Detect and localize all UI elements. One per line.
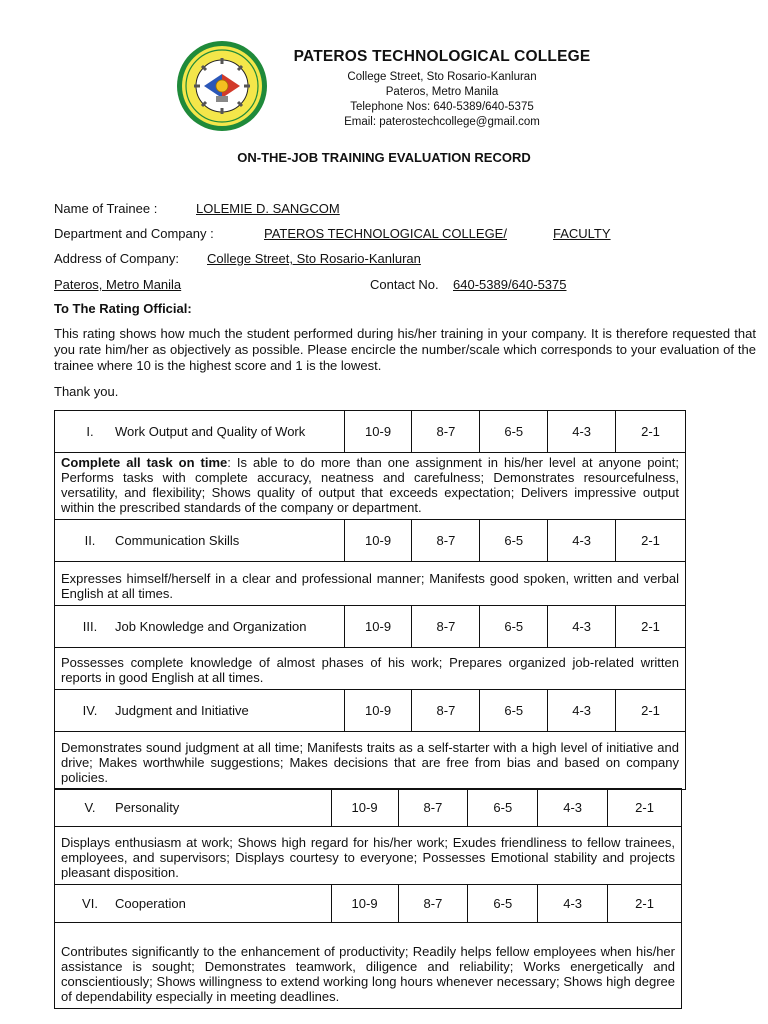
email: Email: paterostechcollege@gmail.com bbox=[344, 116, 540, 128]
scale-option[interactable]: 2-1 bbox=[616, 606, 686, 648]
criteria-table-1 bbox=[54, 410, 686, 790]
scale-option[interactable]: 10-9 bbox=[344, 411, 412, 453]
criterion-description-row bbox=[55, 732, 686, 790]
criterion-description: Contributes significantly to the enhancement of productivity; Readily helps fellow employees when his/her assistance is sought; Demonstrates teamwork, diligence and reliability; Works energetically and conscientiously; Shows willingness to extend working long hours whenever necessary; Shows high degree of dependability especially in meeting deadlines. bbox=[55, 923, 682, 1009]
form-title: ON-THE-JOB TRAINING EVALUATION RECORD bbox=[237, 150, 531, 165]
scale-option[interactable]: 4-3 bbox=[548, 690, 616, 732]
scale-option[interactable]: 4-3 bbox=[548, 606, 616, 648]
scale-option[interactable]: 8-7 bbox=[412, 690, 480, 732]
criterion-label: IV. Judgment and Initiative bbox=[55, 690, 345, 732]
contact-label: Contact No. bbox=[370, 277, 439, 292]
criterion-description: Demonstrates sound judgment at all time; Manifests traits as a self-starter with a high level of initiative and drive; Makes worthwhile suggestions; Makes decisions that are free from bias and based on company policies. bbox=[55, 732, 686, 790]
rating-heading: To The Rating Official: bbox=[54, 301, 192, 316]
scale-option[interactable]: 10-9 bbox=[331, 885, 398, 923]
scale-option[interactable]: 4-3 bbox=[538, 885, 608, 923]
criterion-description-row bbox=[55, 923, 682, 1009]
criterion-label: III. Job Knowledge and Organization bbox=[55, 606, 345, 648]
scale-option[interactable]: 2-1 bbox=[616, 520, 686, 562]
criteria-table-2 bbox=[54, 788, 682, 1009]
criterion-label: VI. Cooperation bbox=[55, 885, 332, 923]
criterion-label: I. Work Output and Quality of Work bbox=[55, 411, 345, 453]
criterion-description-row bbox=[55, 827, 682, 885]
criterion-header-row bbox=[55, 520, 686, 562]
scale-option[interactable]: 4-3 bbox=[538, 789, 608, 827]
scale-option[interactable]: 6-5 bbox=[468, 789, 538, 827]
company-address-value: College Street, Sto Rosario-Kanluran bbox=[207, 251, 421, 266]
criterion-description: Expresses himself/herself in a clear and professional manner; Manifests good spoken, written and verbal English at all times. bbox=[55, 562, 686, 606]
address-line-1: College Street, Sto Rosario-Kanluran bbox=[347, 71, 537, 83]
scale-option[interactable]: 6-5 bbox=[480, 520, 548, 562]
scale-option[interactable]: 8-7 bbox=[398, 885, 468, 923]
criterion-label: V. Personality bbox=[55, 789, 332, 827]
criterion-description: Complete all task on time: Is able to do more than one assignment in his/her level at anyone point; Performs tasks with complete accuracy, neatness and carefulness; Demonstrates resourcefulness, versatility, and flexibility; Shows quality of output that exceeds expectation; Delivers impressive output within the prescribed standards of the company or department. bbox=[55, 453, 686, 520]
scale-option[interactable]: 8-7 bbox=[398, 789, 468, 827]
criterion-description: Displays enthusiasm at work; Shows high regard for his/her work; Exudes friendliness to fellow trainees, employees, and supervisors; Displays courtesy to everyone; Possesses Emotional stability and projects pleasant disposition. bbox=[55, 827, 682, 885]
criterion-header-row bbox=[55, 606, 686, 648]
scale-option[interactable]: 2-1 bbox=[608, 789, 682, 827]
scale-option[interactable]: 6-5 bbox=[480, 690, 548, 732]
letterhead bbox=[272, 48, 612, 130]
criterion-header-row bbox=[55, 690, 686, 732]
scale-option[interactable]: 2-1 bbox=[616, 411, 686, 453]
thank-you: Thank you. bbox=[54, 384, 119, 399]
department-value: PATEROS TECHNOLOGICAL COLLEGE/ bbox=[264, 226, 507, 241]
company-address-label: Address of Company: bbox=[54, 251, 180, 266]
scale-option[interactable]: 6-5 bbox=[480, 606, 548, 648]
trainee-name-label: Name of Trainee : bbox=[54, 201, 158, 216]
criterion-description-row bbox=[55, 562, 686, 606]
college-name: PATEROS TECHNOLOGICAL COLLEGE bbox=[293, 48, 591, 65]
instructions-paragraph: This rating shows how much the student performed during his/her training in your company. It is therefore requested that you rate him/her as objectively as possible. Please encircle the number/scale which corresponds to your evaluation of the trainee where 10 is the highest score and 1 is the lowest. bbox=[54, 326, 756, 373]
college-seal-logo bbox=[176, 40, 268, 132]
scale-option[interactable]: 8-7 bbox=[412, 606, 480, 648]
scale-option[interactable]: 2-1 bbox=[608, 885, 682, 923]
criterion-description-row bbox=[55, 453, 686, 520]
scale-option[interactable]: 10-9 bbox=[344, 606, 412, 648]
scale-option[interactable]: 8-7 bbox=[412, 520, 480, 562]
trainee-name-value: LOLEMIE D. SANGCOM bbox=[196, 201, 340, 216]
telephone: Telephone Nos: 640-5389/640-5375 bbox=[350, 101, 534, 113]
scale-option[interactable]: 8-7 bbox=[412, 411, 480, 453]
contact-value: 640-5389/640-5375 bbox=[453, 277, 567, 292]
address-line-2: Pateros, Metro Manila bbox=[385, 86, 499, 98]
scale-option[interactable]: 4-3 bbox=[548, 411, 616, 453]
company-address-value-2: Pateros, Metro Manila bbox=[54, 277, 182, 292]
scale-option[interactable]: 4-3 bbox=[548, 520, 616, 562]
criterion-label: II. Communication Skills bbox=[55, 520, 345, 562]
criterion-description: Possesses complete knowledge of almost phases of his work; Prepares organized job-related written reports in good English at all times. bbox=[55, 648, 686, 690]
department-value-2: FACULTY bbox=[553, 226, 611, 241]
scale-option[interactable]: 10-9 bbox=[344, 520, 412, 562]
scale-option[interactable]: 2-1 bbox=[616, 690, 686, 732]
scale-option[interactable]: 6-5 bbox=[480, 411, 548, 453]
scale-option[interactable]: 10-9 bbox=[331, 789, 398, 827]
scale-option[interactable]: 6-5 bbox=[468, 885, 538, 923]
criterion-header-row bbox=[55, 885, 682, 923]
criterion-description-row bbox=[55, 648, 686, 690]
criterion-header-row bbox=[55, 411, 686, 453]
criterion-header-row bbox=[55, 789, 682, 827]
department-label: Department and Company : bbox=[54, 226, 214, 241]
scale-option[interactable]: 10-9 bbox=[344, 690, 412, 732]
